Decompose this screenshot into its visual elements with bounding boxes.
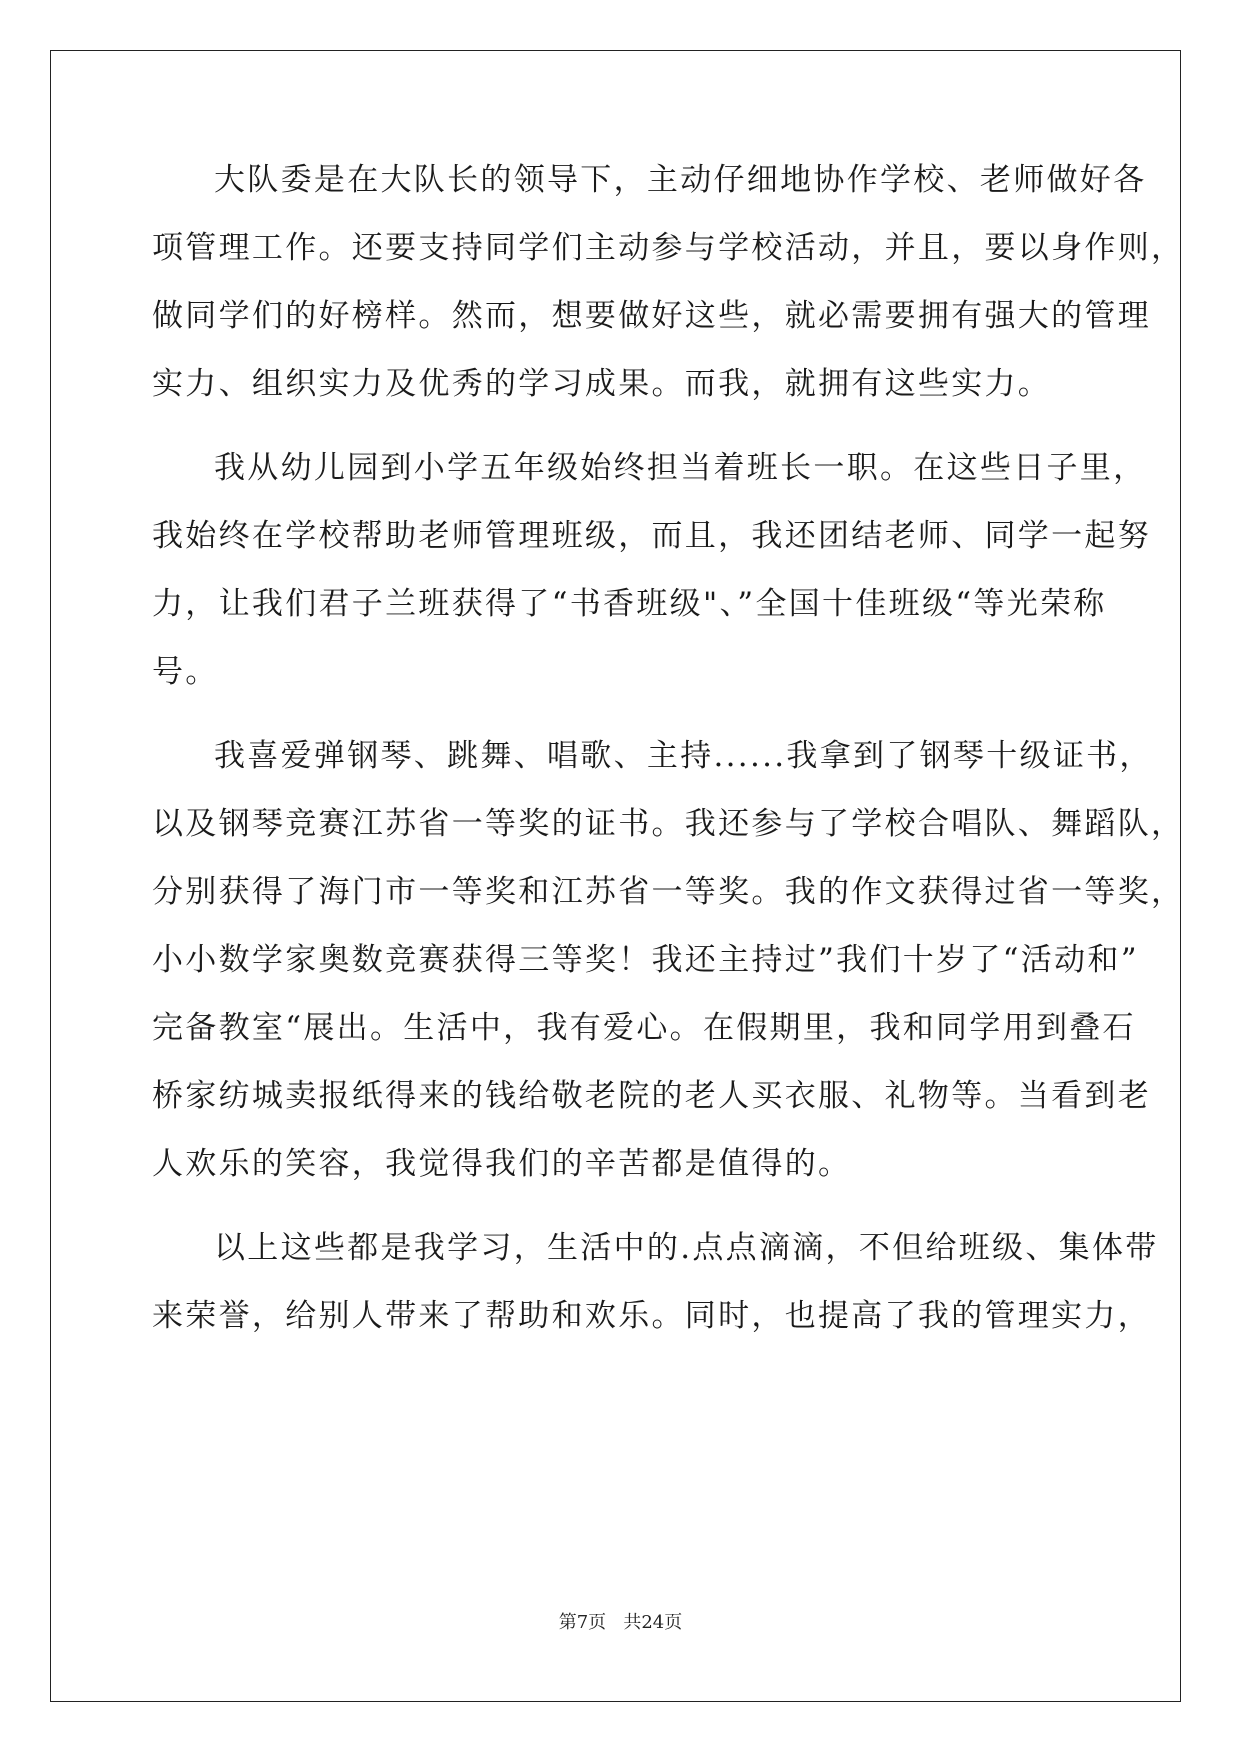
text-line: 大队委是在大队长的领导下，主动仔细地协作学校、老师做好各	[214, 162, 1147, 198]
text-line: 桥家纺城卖报纸得来的钱给敬老院的老人买衣服、礼物等。当看到老	[152, 1078, 1151, 1114]
text-line: 实力、组织实力及优秀的学习成果。而我，就拥有这些实力。	[152, 366, 1052, 402]
text-line: 完备教室“展出。生活中，我有爱心。在假期里，我和同学用到叠石	[152, 1010, 1136, 1046]
text-line: 小小数学家奥数竞赛获得三等奖！我还主持过”我们十岁了“活动和”	[152, 942, 1139, 978]
text-line: 我喜爱弹钢琴、跳舞、唱歌、主持......我拿到了钢琴十级证书，	[214, 738, 1153, 774]
text-line: 来荣誉，给别人带来了帮助和欢乐。同时，也提高了我的管理实力，	[152, 1298, 1151, 1334]
text-line: 我始终在学校帮助老师管理班级，而且，我还团结老师、同学一起努	[152, 518, 1151, 554]
text-line: 我从幼儿园到小学五年级始终担当着班长一职。在这些日子里，	[214, 450, 1147, 486]
text-line: 以上这些都是我学习，生活中的.点点滴滴，不但给班级、集体带	[214, 1230, 1159, 1266]
text-line: 做同学们的好榜样。然而，想要做好这些，就必需要拥有强大的管理	[152, 298, 1151, 334]
text-line: 人欢乐的笑容，我觉得我们的辛苦都是值得的。	[152, 1146, 852, 1182]
text-line: 分别获得了海门市一等奖和江苏省一等奖。我的作文获得过省一等奖，	[152, 874, 1185, 910]
text-line: 号。	[152, 654, 219, 690]
text-line: 以及钢琴竞赛江苏省一等奖的证书。我还参与了学校合唱队、舞蹈队，	[152, 806, 1185, 842]
text-line: 力，让我们君子兰班获得了“书香班级"、”全国十佳班级“等光荣称	[152, 586, 1107, 622]
text-line: 项管理工作。还要支持同学们主动参与学校活动，并且，要以身作则，	[152, 230, 1185, 266]
page-number-footer: 第7页 共24页	[558, 1612, 683, 1633]
